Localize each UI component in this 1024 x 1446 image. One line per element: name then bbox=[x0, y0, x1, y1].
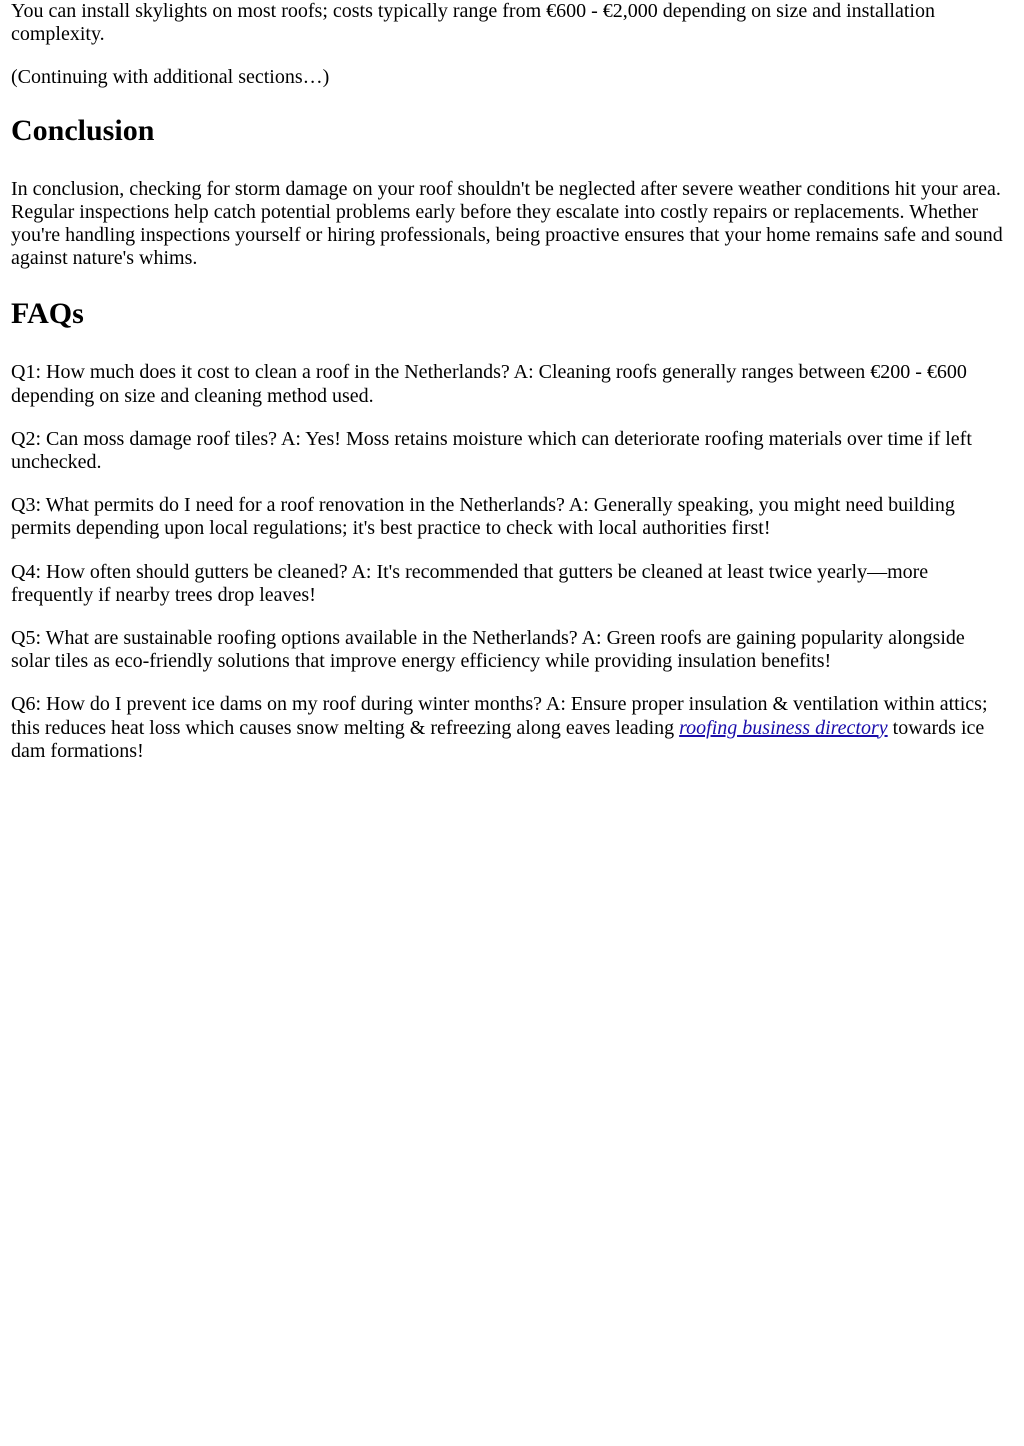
faq-item-q5: Q5: What are sustainable roofing options available in the Netherlands? A: Green roofs are gaining popularity alongside solar tiles as eco-friendly solutions that improve energy efficiency while providing insulation benefits! bbox=[11, 627, 965, 673]
skylights-paragraph: You can install skylights on most roofs; costs typically range from €600 - €2,000 depending on size and installation complexity. bbox=[11, 0, 935, 46]
faq-item-q2: Q2: Can moss damage roof tiles? A: Yes! Moss retains moisture which can deteriorate roofing materials over time if left unchecked. bbox=[11, 427, 972, 474]
faq-item-q4: Q4: How often should gutters be cleaned? A: It's recommended that gutters be cleaned at least twice yearly—more frequently if nearby trees drop leaves! bbox=[11, 560, 929, 606]
faq-q6-text-before-link: Q6: How do I prevent ice dams on my roof during winter months? A: Ensure proper insulation & ventilation within attics; this reduces heat loss which causes snow melting & refreezing along eaves leading bbox=[11, 693, 988, 739]
continuing-note: (Continuing with additional sections…) bbox=[11, 66, 330, 89]
roofing-directory-link[interactable]: roofing business directory bbox=[679, 716, 888, 739]
faq-item-q1: Q1: How much does it cost to clean a roof in the Netherlands? A: Cleaning roofs generally ranges between €200 - €600 depending on size and cleaning method used. bbox=[11, 361, 967, 407]
faqs-heading: FAQs bbox=[11, 297, 84, 331]
faq-q6-text-after-link: towards ice dam formations! bbox=[11, 716, 985, 762]
faq-item-q6 bbox=[11, 693, 1007, 763]
conclusion-paragraph: In conclusion, checking for storm damage on your roof shouldn't be neglected after severe weather conditions hit your area. Regular inspections help catch potential problems early before they escalate into costly repairs or replacements. Whether you're handling inspections yourself or hiring professionals, being proactive ensures that your home remains safe and sound against nature's whims. bbox=[11, 177, 1003, 270]
conclusion-heading: Conclusion bbox=[11, 113, 155, 147]
faq-item-q3: Q3: What permits do I need for a roof renovation in the Netherlands? A: Generally speaking, you might need building permits depending upon local regulations; it's best practice to check with local authorities first! bbox=[11, 494, 955, 540]
article-content bbox=[11, 0, 1007, 783]
